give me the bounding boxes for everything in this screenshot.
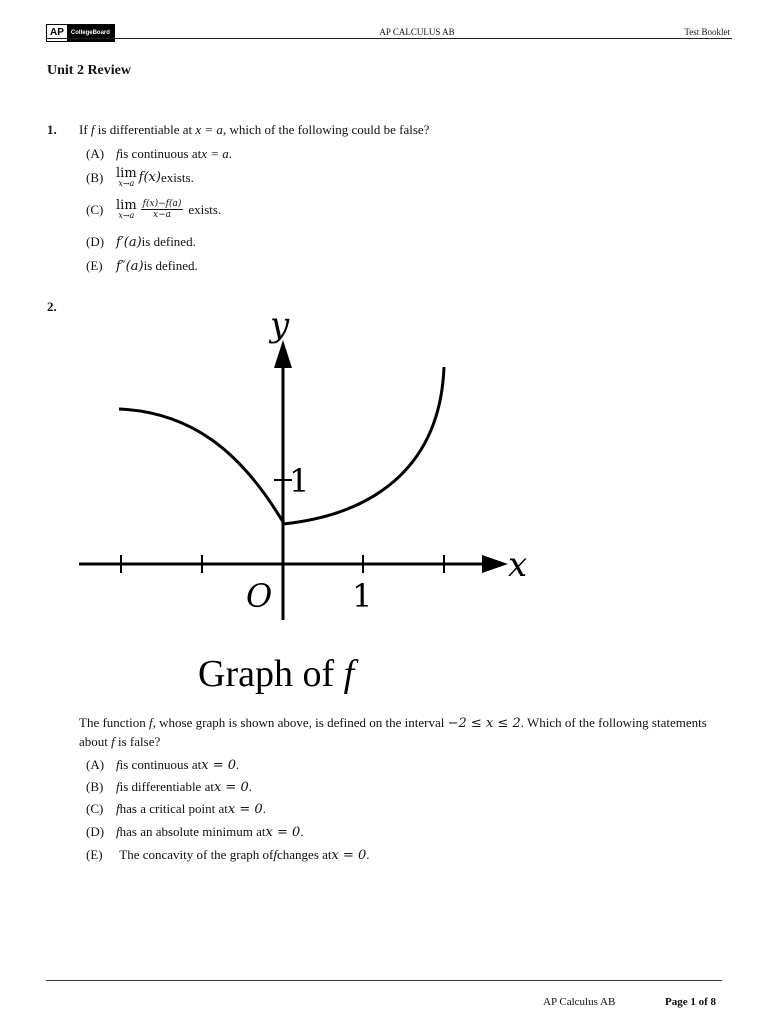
q2-option-e: (E) The concavity of the graph of f changes at x = 0 . (86, 847, 370, 863)
header-booklet-label: Test Booklet (684, 27, 730, 37)
q2-option-b: (B) f is differentiable at x = 0 . (86, 779, 252, 795)
q1-option-b: (B) lim x→a f(x) exists. (86, 166, 194, 188)
ap-logo-text: AP (47, 25, 67, 41)
question-1-number: 1. (47, 122, 57, 137)
header-course-title: AP CALCULUS AB (379, 27, 455, 37)
left-branch-curve (119, 409, 283, 522)
question-2-stem: The function f, whose graph is shown above, is defined on the interval −2 ≤ x ≤ 2. Which of the following statements about f is false? (79, 715, 707, 749)
origin-label: O (246, 577, 273, 615)
footer-page-number: Page 1 of 8 (665, 996, 717, 1008)
x-axis-label: x (508, 545, 528, 585)
q1-option-a: (A) f is continuous at x = a . (86, 146, 233, 161)
y-axis-label: y (270, 305, 290, 345)
graph-caption: Graph of f (198, 653, 355, 695)
footer-rule (46, 980, 722, 981)
footer-course: AP Calculus AB (543, 996, 616, 1008)
x-tick-label-1: 1 (352, 577, 373, 615)
q2-option-d: (D) f has an absolute minimum at x = 0 . (86, 824, 304, 840)
collegeboard-logo-text: CollegeBoard (67, 25, 114, 41)
x-axis-arrow (482, 555, 508, 573)
y-tick-label-1: 1 (289, 462, 310, 500)
page-title: Unit 2 Review (47, 63, 131, 78)
question-1-stem: If f is differentiable at x = a, which of the following could be false? (79, 122, 430, 137)
q1-option-d: (D) f′(a) is defined. (86, 234, 196, 250)
right-branch-curve (283, 367, 444, 524)
q1-option-e: (E) f″(a) is defined. (86, 258, 198, 274)
q1-option-c: (C) lim x→a $\frac{f(x)-f(a)}{x-a}$ exists. (86, 198, 222, 220)
question-2-number: 2. (47, 299, 57, 314)
q2-option-c: (C) f has a critical point at x = 0 . (86, 801, 266, 817)
q2-option-a: (A) f is continuous at x = 0 . (86, 757, 240, 773)
